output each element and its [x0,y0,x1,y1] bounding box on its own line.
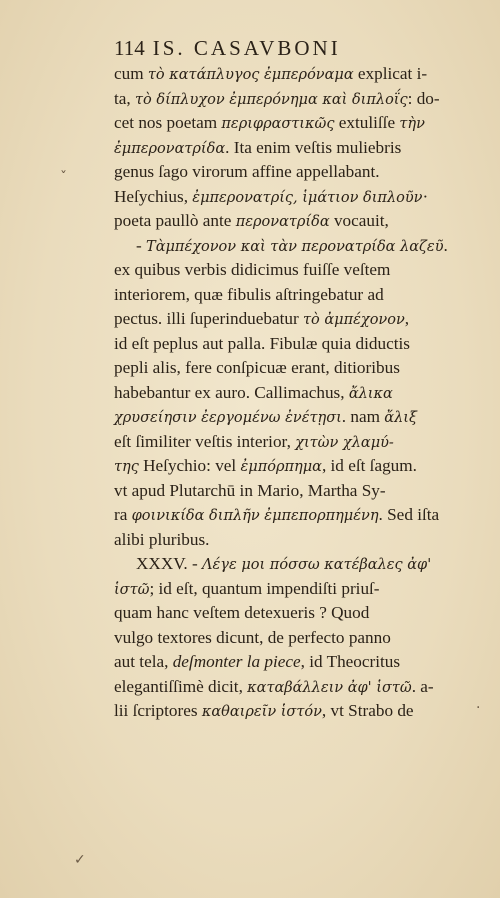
greek-phrase: τὴν [399,116,425,132]
latin-text: vocauit, [329,211,389,230]
greek-phrase: ἐμπερονατρίς, ἱμάτιον διπλοῦν [192,189,423,206]
text-line [114,283,470,308]
latin-text: lii ſcriptores [114,701,202,720]
text-line [114,405,470,430]
greek-phrase: χρυσείησιν ἐεργομένω ἐνέτῃσι [114,410,342,426]
text-line [114,479,470,504]
text-line [114,430,470,455]
latin-text: explicat i- [353,64,428,83]
body-text [114,62,470,724]
running-title: IS. CASAVBONI [152,36,341,60]
latin-text: ta, [114,88,135,108]
margin-check-mark: ✓ [74,852,86,868]
latin-text: extuliſſe [334,113,400,132]
text-line [114,381,470,406]
page-number: 114 [114,36,145,60]
latin-text: vt apud Plutarchū in Mario, Martha Sy- [114,480,386,500]
greek-phrase: τὸ ἀμπέχονον [303,312,405,328]
greek-phrase: ἄλικα [348,385,393,402]
greek-phrase: Λέγε μοι πόσσω κατέβαλες ἀφ' [202,557,432,573]
text-line [114,332,470,357]
margin-dot: · [476,700,481,716]
text-line [114,307,470,332]
latin-text: ra [114,505,132,524]
latin-text: Heſychio: vel [138,456,241,475]
text-line [114,675,470,700]
latin-text: . a- [411,676,434,696]
text-line [114,111,470,136]
latin-text: , id eſt ſagum. [321,456,417,475]
latin-text: . [443,235,448,255]
greek-phrase: τὸ δίπλυχον ἐμπερόνημα καὶ διπλοΐς [135,91,408,108]
text-line [114,185,470,210]
italic-phrase: deſmonter la piece [172,652,301,671]
latin-text: Heſychius, [114,186,193,206]
margin-tick: ˇ [60,170,67,186]
greek-phrase: περονατρίδα [235,214,330,230]
latin-text: vulgo textores dicunt, de perfecto panno [114,627,391,647]
latin-text: cum [114,64,148,83]
greek-phrase: ἐμπερονατρίδα [114,140,226,157]
text-line [114,62,470,87]
latin-text: alibi pluribus. [114,529,210,549]
latin-text: · [422,186,429,206]
text-line [114,601,470,626]
greek-phrase: περιφραστικῶς [221,116,335,132]
text-line [114,258,470,283]
latin-text: pepli alis, fere conſpicuæ erant, ditioribus [114,358,400,377]
latin-text: habebantur ex auro. Callimachus, [114,382,349,402]
greek-phrase: καθαιρεῖν ἱστόν [201,704,322,720]
latin-text: . nam [341,407,385,426]
latin-text: . Ita enim veſtis muliebris [225,137,402,157]
latin-text: quam hanc veſtem detexueris ? Quod [114,603,370,622]
text-line [114,577,470,602]
latin-text: ex quibus verbis didicimus fuiſſe veſtem [114,260,391,279]
latin-text: pectus. illi ſuperinduebatur [114,309,304,328]
text-line [114,528,470,553]
latin-text: , [404,309,410,328]
text-line [114,626,470,651]
text-line [114,160,470,185]
greek-phrase: της [114,459,139,475]
text-line [114,650,470,675]
latin-text: , vt Strabo de [321,701,414,720]
text-line [114,699,470,724]
latin-text: , id Theocritus [300,652,401,671]
latin-text: XXXV. - [136,554,203,573]
greek-phrase: φοινικίδα διπλῆν ἐμπεπορπημένη [131,508,379,524]
greek-phrase: ἱστῶ [114,581,150,598]
text-line [114,136,470,161]
greek-phrase: τὸ κατάπλυγος ἐμπερόναμα [147,67,354,83]
latin-text: poeta paullò ante [114,211,236,230]
text-line [114,503,470,528]
running-head [114,36,454,61]
latin-text: interiorem, quæ fibulis aſtringebatur ad [114,284,384,304]
text-line [114,87,470,112]
latin-text: cet nos poetam [114,113,222,132]
greek-phrase: Τὰμπέχονον καὶ τὰν περονατρίδα λαζεῦ [146,238,444,255]
greek-phrase: καταβάλλειν ἀφ' ἱστῶ [247,679,412,696]
greek-phrase: ἄλιξ [384,410,417,426]
text-line [114,234,470,259]
latin-text: : do- [407,88,440,108]
latin-text: eſt ſimiliter veſtis interior, [114,431,296,451]
latin-text: - [136,235,147,255]
text-line [114,552,470,577]
text-line [114,454,470,479]
latin-text: aut tela, [114,652,173,671]
latin-text: ; id eſt, quantum impendiſti priuſ- [149,578,380,598]
latin-text: elegantiſſimè dicit, [114,676,248,696]
latin-text: genus ſago virorum affine appellabant. [114,162,380,181]
greek-phrase: ἐμπόρπημα [240,459,322,475]
text-line [114,356,470,381]
text-line [114,209,470,234]
greek-phrase: χιτὼν χλαμύ- [295,434,394,451]
latin-text: . Sed iſta [378,505,440,524]
latin-text: id eſt peplus aut palla. Fibulæ quia diductis [114,333,410,353]
